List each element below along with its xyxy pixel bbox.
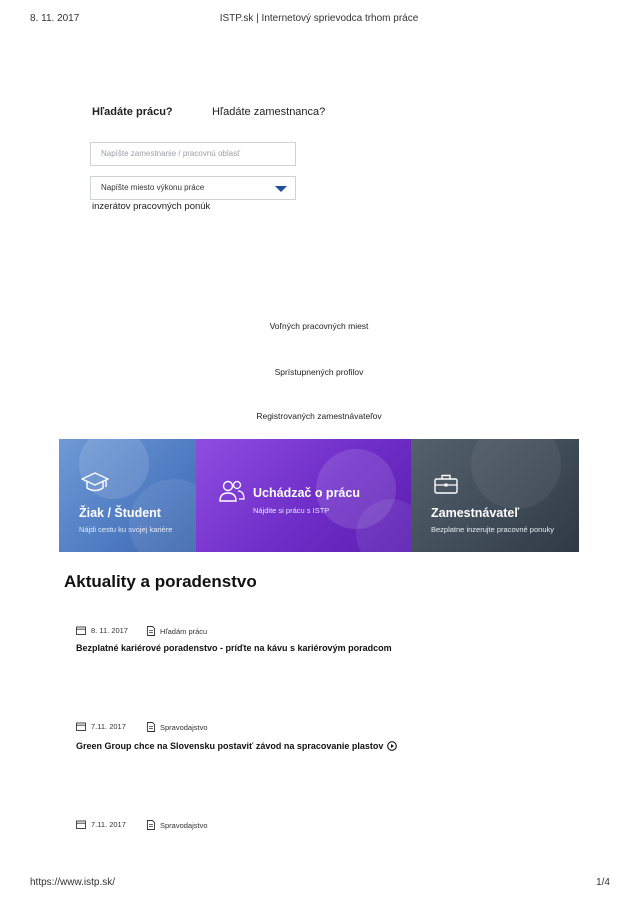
news-title-link[interactable]: Bezplatné kariérové poradenstvo - príďte na kávu s kariérovým poradcom [76, 643, 392, 653]
chevron-down-icon[interactable] [275, 186, 287, 192]
news-category [147, 820, 208, 830]
stat-profiles: Sprístupnených profilov [274, 367, 364, 377]
users-icon [218, 479, 246, 503]
job-count-label: inzerátov pracovných ponúk [92, 201, 211, 212]
news-meta [76, 820, 126, 829]
tab-job-search[interactable]: Hľadáte prácu? [92, 106, 173, 118]
news-category-label[interactable]: Spravodajstvo [160, 820, 208, 830]
document-icon [147, 626, 155, 636]
news-date: 8. 11. 2017 [91, 626, 128, 635]
print-title: ISTP.sk | Internetový sprievodca trhom práce [219, 13, 419, 24]
stat-free-positions: Voľných pracovných miest [269, 321, 369, 331]
student-banner[interactable] [59, 439, 196, 552]
position-search-input[interactable] [90, 142, 296, 166]
print-date: 8. 11. 2017 [30, 13, 80, 24]
location-select[interactable] [90, 176, 296, 200]
student-title: Žiak / Študent [79, 506, 161, 520]
play-circle-icon[interactable] [387, 741, 397, 751]
document-icon [147, 722, 155, 732]
document-icon [147, 820, 155, 830]
news-category [147, 722, 208, 732]
news-category-label[interactable]: Spravodajstvo [160, 722, 208, 732]
news-category-label[interactable]: Hľadám prácu [160, 626, 208, 636]
news-meta [76, 722, 126, 731]
calendar-icon [76, 820, 86, 829]
stat-employers: Registrovaných zamestnávateľov [256, 411, 382, 421]
employer-title: Zamestnávateľ [431, 506, 520, 520]
news-title-link[interactable]: Green Group chce na Slovensku postaviť závod na spracovanie plastov [76, 741, 384, 751]
news-date: 7.11. 2017 [91, 820, 126, 829]
job-seeker-title: Uchádzač o prácu [253, 486, 360, 500]
news-heading: Aktuality a poradenstvo [64, 572, 257, 591]
tab-employee-search[interactable]: Hľadáte zamestnanca? [212, 106, 326, 118]
briefcase-icon [433, 473, 459, 495]
news-date: 7.11. 2017 [91, 722, 126, 731]
employer-banner[interactable] [411, 439, 579, 552]
job-seeker-subtitle: Nájdite si prácu s ISTP [253, 506, 330, 515]
graduation-cap-icon [81, 471, 109, 493]
news-meta [76, 626, 128, 635]
location-placeholder: Napíšte miesto výkonu práce [101, 183, 205, 192]
news-category [147, 626, 207, 636]
news-title-row [76, 741, 397, 751]
print-page-number: 1/4 [596, 877, 610, 888]
position-placeholder: Napíšte zamestnanie / pracovnú oblasť [101, 149, 241, 158]
print-url: https://www.istp.sk/ [30, 877, 116, 888]
job-seeker-banner[interactable] [196, 439, 411, 552]
employer-subtitle: Bezplatne inzerujte pracovné ponuky [431, 525, 554, 534]
category-banners [59, 439, 579, 552]
calendar-icon [76, 626, 86, 635]
student-subtitle: Nájdi cestu ku svojej kariére [79, 525, 173, 534]
calendar-icon [76, 722, 86, 731]
